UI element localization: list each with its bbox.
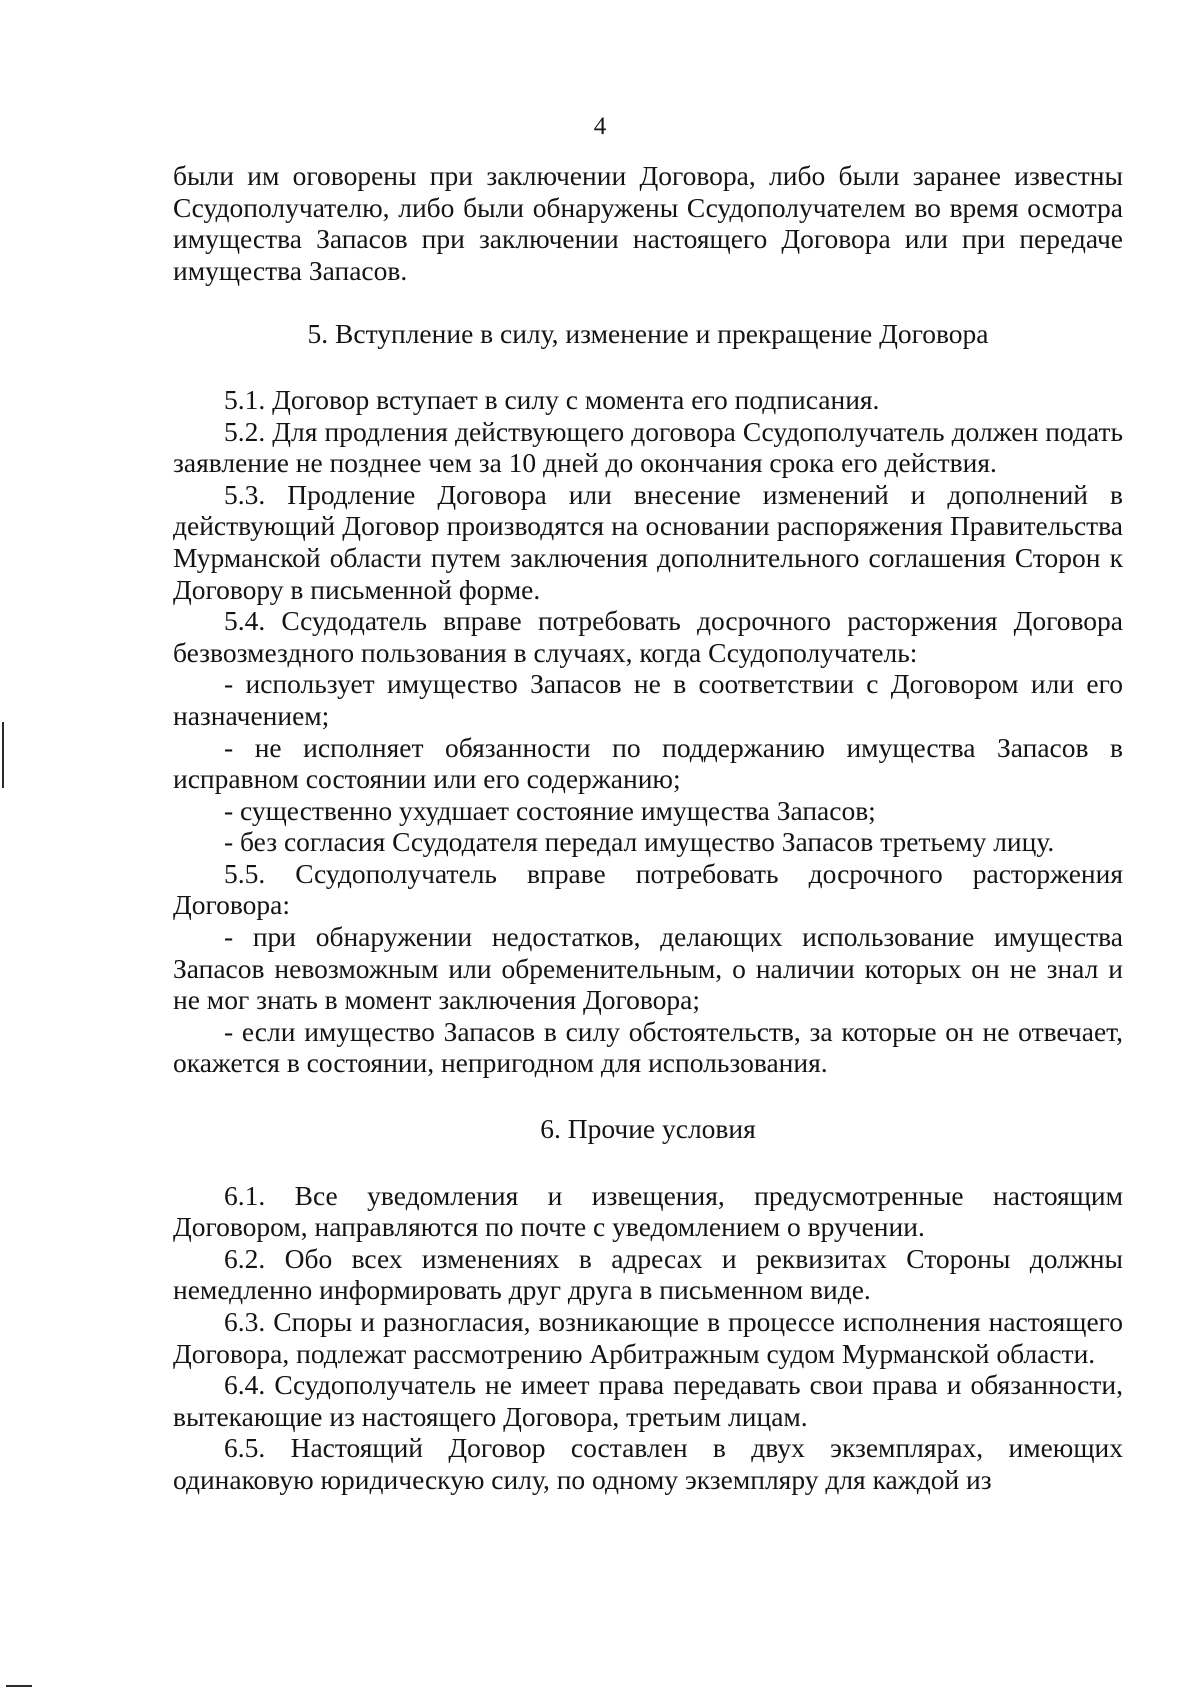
clause-6-5: 6.5. Настоящий Договор составлен в двух экземплярах, имеющих одинаковую юридическую силу, по одному экземпляру для каждой из [173,1432,1123,1495]
clause-5-5-item-b: - если имущество Запасов в силу обстоятельств, за которые он не отвечает, окажется в состоянии, непригодном для использования. [173,1015,1123,1079]
scan-corner-mark [6,1685,32,1687]
clause-5-3: 5.3. Продление Договора или внесение изменений и дополнений в действующий Договор производятся на основании распоряжения Правительства Мурманской области путем заключения дополнительного соглашения Сторон к Договору в письменной форме. [173,478,1123,605]
clause-6-4: 6.4. Ссудополучатель не имеет права передавать свои права и обязанности, вытекающие из настоящего Договора, третьим лицам. [173,1369,1123,1432]
clause-5-4: 5.4. Ссудодатель вправе потребовать досрочного расторжения Договора безвозмездного пользования в случаях, когда Ссудополучатель: [173,605,1123,668]
scan-edge-mark [2,722,4,788]
clause-5-1: 5.1. Договор вступает в силу с момента его подписания. [224,383,880,415]
clause-5-4-item-a: - использует имущество Запасов не в соответствии с Договором или его назначением; [173,668,1123,731]
clause-5-5: 5.5. Ссудополучатель вправе потребовать досрочного расторжения Договора: [173,857,1123,921]
clause-5-4-item-c: - существенно ухудшает состояние имущества Запасов; [224,794,876,826]
clause-6-2: 6.2. Обо всех изменениях в адресах и реквизитах Стороны должны немедленно информировать друг друга в письменном виде. [173,1242,1123,1306]
clause-5-2: 5.2. Для продления действующего договора Ссудополучатель должен подать заявление не позднее чем за 10 дней до окончания срока его действия. [173,415,1123,479]
clause-6-1: 6.1. Все уведомления и извещения, предусмотренные настоящим Договором, направляются по почте с уведомлением о вручении. [173,1179,1123,1243]
clause-5-5-item-a: - при обнаружении недостатков, делающих использование имущества Запасов невозможным или обременительным, о наличии которых он не знал и не мог знать в момент заключения Договора; [173,921,1123,1016]
document-body [173,160,1123,1496]
section-6-heading: 6. Прочие условия [540,1113,756,1145]
page-number: 4 [593,113,607,140]
intro-paragraph: были им оговорены при заключении Договора, либо были заранее известны Ссудополучателю, либо были обнаружены Ссудополучателем во время осмотра имущества Запасов при заключении настоящего Договора или при передаче имущества Запасов. [173,160,1123,286]
section-5-heading: 5. Вступление в силу, изменение и прекращение Договора [307,318,989,350]
clause-5-4-item-d: - без согласия Ссудодателя передал имущество Запасов третьему лицу. [224,826,1055,858]
clause-6-3: 6.3. Споры и разногласия, возникающие в процессе исполнения настоящего Договора, подлежат рассмотрению Арбитражным судом Мурманской области. [173,1306,1123,1369]
clause-5-4-item-b: - не исполняет обязанности по поддержанию имущества Запасов в исправном состоянии или его содержанию; [173,731,1123,795]
